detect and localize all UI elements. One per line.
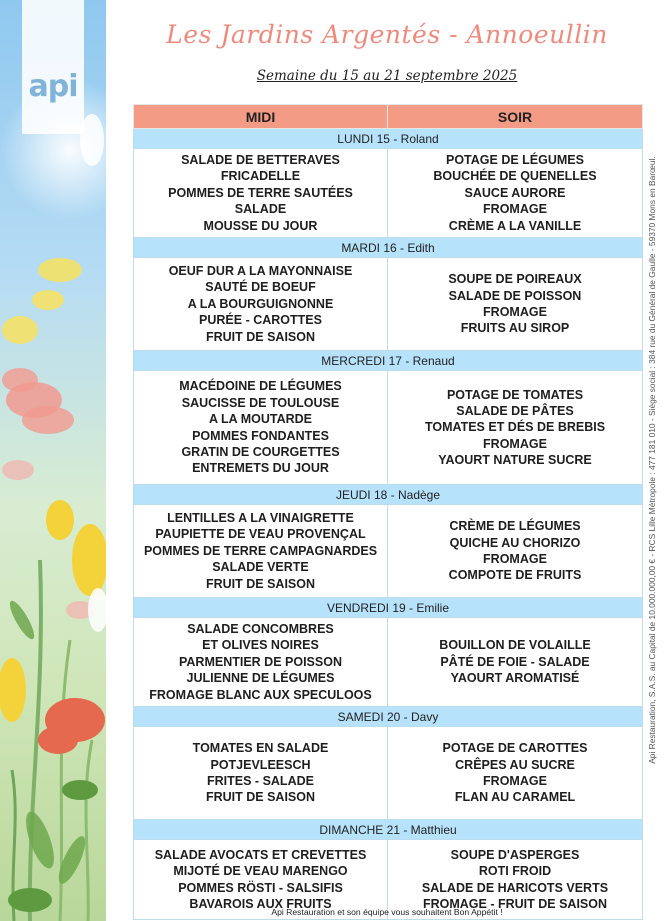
lunch-dish: MOUSSE DU JOUR [203, 218, 318, 233]
dinner-dish: SALADE DE POISSON [448, 288, 582, 303]
dinner-dish: CRÊPES AU SUCRE [455, 757, 575, 772]
lunch-dish: SALADE [234, 202, 287, 217]
dinner-dish: SALADE DE PÂTES [456, 403, 574, 418]
column-header-row [134, 105, 643, 129]
day-header-row [134, 485, 643, 505]
dinner-dish: QUICHE AU CHORIZO [449, 535, 581, 550]
dishes-row [134, 618, 643, 707]
dinner-column-header: SOIR [388, 105, 643, 129]
dinner-dish: FRUITS AU SIROP [460, 321, 570, 336]
dinner-dish: YAOURT NATURE SUCRE [438, 453, 592, 468]
dinner-dish: BOUILLON DE VOLAILLE [439, 638, 591, 653]
day-label: JEUDI 18 - Nadège [134, 485, 643, 505]
dinner-dishes-cell [388, 371, 643, 485]
day-label: SAMEDI 20 - Davy [134, 707, 643, 727]
flower-illustration [0, 0, 106, 921]
lunch-dishes-cell [134, 727, 388, 820]
day-header-row [134, 598, 643, 618]
day-header-row [134, 129, 643, 149]
dinner-dish: CRÈME A LA VANILLE [448, 218, 582, 233]
dinner-dish: ROTI FROID [478, 864, 552, 879]
lunch-dish: GRATIN DE COURGETTES [181, 444, 340, 459]
dinner-dish: FROMAGE - FRUIT DE SAISON [422, 896, 608, 911]
lunch-dishes-cell [134, 618, 388, 707]
lunch-dish: SALADE DE BETTERAVES [181, 153, 340, 167]
day-label: MARDI 16 - Edith [134, 238, 643, 258]
dinner-dish: COMPOTE DE FRUITS [448, 568, 582, 583]
lunch-dish: PURÉE - CAROTTES [199, 313, 322, 328]
page-title: Les Jardins Argentés - Annoeullin [166, 20, 608, 49]
dishes-row [134, 727, 643, 820]
lunch-dish: SALADE VERTE [212, 560, 309, 575]
lunch-dish: POMMES RÖSTI - SALSIFIS [178, 880, 343, 895]
lunch-dish: POMMES DE TERRE SAUTÉES [168, 185, 353, 200]
lunch-dish: BAVAROIS AUX FRUITS [189, 896, 332, 911]
dinner-dishes-cell [388, 727, 643, 820]
dishes-row [134, 149, 643, 238]
lunch-dish: FRUIT DE SAISON [205, 329, 316, 344]
floral-banner [0, 0, 106, 921]
lunch-dish: POTJEVLEESCH [210, 757, 311, 772]
lunch-dish: POMMES DE TERRE CAMPAGNARDES [143, 543, 378, 558]
lunch-column-header: MIDI [134, 105, 388, 129]
day-label: VENDREDI 19 - Emilie [134, 598, 643, 618]
dinner-dish: SAUCE AURORE [464, 185, 566, 200]
lunch-dish: FRUIT DE SAISON [205, 576, 316, 591]
lunch-dish: SALADE CONCOMBRES [187, 622, 334, 637]
dinner-dish: SOUPE D'ASPERGES [450, 847, 580, 862]
day-label: LUNDI 15 - Roland [134, 129, 643, 149]
lunch-dish: PAUPIETTE DE VEAU PROVENÇAL [155, 527, 366, 542]
dinner-dish: FROMAGE [483, 202, 547, 217]
dinner-dishes-cell [388, 149, 643, 238]
lunch-dish: ET OLIVES NOIRES [202, 638, 319, 653]
dinner-dish: POTAGE DE CAROTTES [442, 741, 588, 756]
dinner-dish: TOMATES ET DÉS DE BREBIS [424, 420, 606, 435]
lunch-dish: MACÉDOINE DE LÉGUMES [179, 379, 342, 394]
lunch-dish: SAUCISSE DE TOULOUSE [181, 395, 340, 410]
lunch-dish: SALADE AVOCATS ET CREVETTES [154, 847, 367, 862]
dinner-dish: POTAGE DE LÉGUMES [446, 153, 584, 167]
dinner-dish: CRÈME DE LÉGUMES [449, 519, 581, 534]
dishes-row [134, 258, 643, 351]
dishes-row [134, 505, 643, 598]
lunch-dishes-cell [134, 371, 388, 485]
dinner-dish: FROMAGE [483, 774, 547, 789]
dinner-dishes-cell [388, 618, 643, 707]
dinner-dishes-cell [388, 505, 643, 598]
footer-message: Api Restauration et son équipe vous souhaitent Bon Appétit ! [271, 907, 503, 917]
day-header-row [134, 238, 643, 258]
dinner-dish: FROMAGE [483, 436, 547, 451]
dinner-dish: BOUCHÉE DE QUENELLES [433, 169, 597, 184]
lunch-dish: A LA BOURGUIGNONNE [187, 296, 334, 311]
dinner-dish: FROMAGE [483, 305, 547, 320]
day-header-row [134, 351, 643, 371]
dinner-dish: SOUPE DE POIREAUX [448, 272, 582, 287]
lunch-dish: FRUIT DE SAISON [205, 790, 316, 805]
lunch-dish: FRICADELLE [220, 169, 301, 184]
lunch-dish: SAUTÉ DE BOEUF [205, 280, 316, 295]
day-header-row [134, 707, 643, 727]
dinner-dish: POTAGE DE TOMATES [446, 387, 584, 402]
day-label: DIMANCHE 21 - Matthieu [134, 820, 643, 840]
weekly-menu-table [133, 104, 643, 920]
lunch-dish: TOMATES EN SALADE [192, 741, 329, 756]
day-label: MERCREDI 17 - Renaud [134, 351, 643, 371]
dinner-dish: FLAN AU CARAMEL [454, 790, 576, 805]
dinner-dish: SALADE DE HARICOTS VERTS [421, 880, 609, 895]
lunch-dish: JULIENNE DE LÉGUMES [186, 671, 335, 686]
legal-text: Api Restauration, S.A.S. au Capital de 10.000.000,00 € - RCS Lille Métropole : 477 181 010 - Siège social : 384 rue du Général de Gaulle - 59370 Mons en Barœul. [647, 156, 657, 764]
dinner-dish: FROMAGE [483, 552, 547, 567]
lunch-dish: OEUF DUR A LA MAYONNAISE [168, 264, 353, 279]
dinner-dish: PÂTÉ DE FOIE - SALADE [440, 654, 590, 669]
dinner-dish: YAOURT AROMATISÉ [450, 671, 580, 686]
lunch-dishes-cell [134, 258, 388, 351]
lunch-dishes-cell [134, 505, 388, 598]
api-logo-tab [22, 0, 84, 134]
dinner-dishes-cell [388, 258, 643, 351]
menu-body [134, 129, 643, 920]
week-range: Semaine du 15 au 21 septembre 2025 [256, 68, 518, 84]
day-header-row [134, 820, 643, 840]
api-logo: api [28, 69, 78, 104]
dishes-row [134, 371, 643, 485]
lunch-dishes-cell [134, 149, 388, 238]
lunch-dish: ENTREMETS DU JOUR [192, 461, 329, 476]
lunch-dish: A LA MOUTARDE [209, 412, 312, 427]
lunch-dish: MIJOTÉ DE VEAU MARENGO [173, 864, 348, 879]
lunch-dish: FRITES - SALADE [207, 774, 314, 789]
lunch-dish: PARMENTIER DE POISSON [179, 654, 342, 669]
lunch-dish: FROMAGE BLANC AUX SPECULOOS [149, 687, 372, 702]
lunch-dish: LENTILLES A LA VINAIGRETTE [167, 511, 354, 526]
lunch-dish: POMMES FONDANTES [192, 428, 329, 443]
